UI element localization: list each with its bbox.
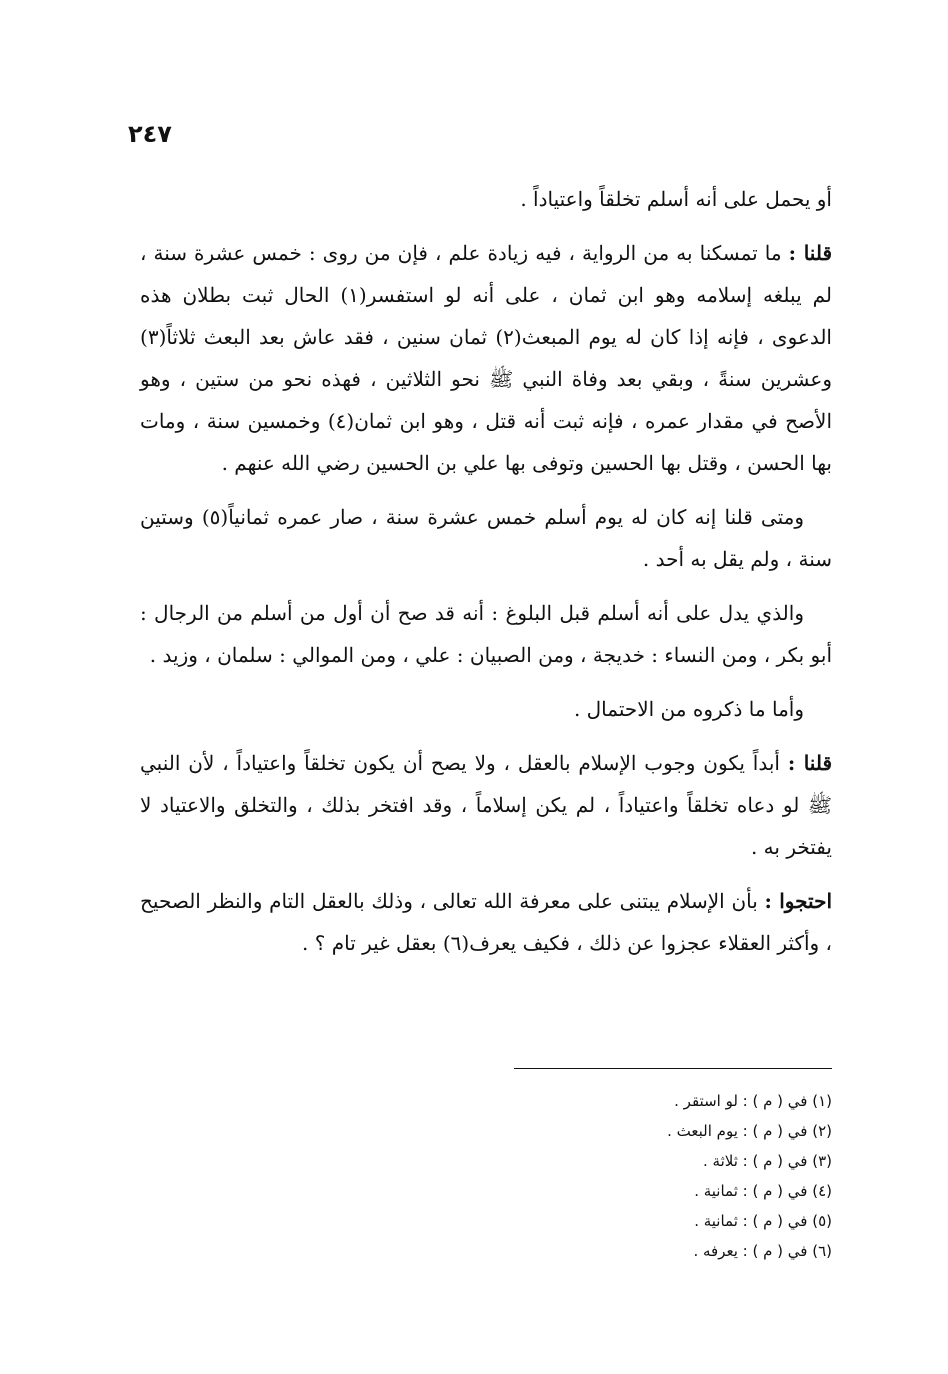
paragraph-7-lead: احتجوا :: [764, 889, 832, 913]
paragraph-4-text: والذي يدل على أنه أسلم قبل البلوغ : أنه قد صح أن أول من أسلم من الرجال : أبو بكر ، ومن النساء : خديجة ، ومن الصبيان : علي ، ومن الموالي : سلمان ، وزيد .: [140, 601, 832, 667]
paragraph-7-text: بأن الإسلام يبتنى على معرفة الله تعالى ، وذلك بالعقل التام والنظر الصحيح ، وأكثر العقلاء عجزوا عن ذلك ، فكيف يعرف(٦) بعقل غير تام ؟ .: [140, 889, 832, 955]
paragraph-7: [140, 880, 832, 964]
footnote-3: (٣) في ( م ) : ثلاثة .: [703, 1152, 832, 1170]
paragraph-5: [140, 688, 832, 730]
page-number: ٢٤٧: [128, 120, 172, 148]
paragraph-2-text: ما تمسكنا به من الرواية ، فيه زيادة علم ، فإن من روى : خمس عشرة سنة ، لم يبلغه إسلامه وهو ابن ثمان ، على أنه لو استفسر(١) الحال ثبت بطلان هذه الدعوى ، فإنه إذا كان له يوم المبعث(٢) ثمان سنين ، فقد عاش بعد البعث ثلاثاً(٣) وعشرين سنةً ، وبقي بعد وفاة النبي ﷺ نحو الثلاثين ، فهذه نحو من ستين ، وهو الأصح في مقدار عمره ، فإنه ثبت أنه قتل ، وهو ابن ثمان(٤) وخمسين سنة ، ومات بها الحسن ، وقتل بها الحسين وتوفى بها علي بن الحسين رضي الله عنهم .: [140, 241, 832, 475]
footnote-4: (٤) في ( م ) : ثمانية .: [694, 1182, 832, 1200]
footnote-2: (٢) في ( م ) : يوم البعث .: [667, 1122, 832, 1140]
paragraph-3: [140, 496, 832, 580]
footnote-5: (٥) في ( م ) : ثمانية .: [694, 1212, 832, 1230]
footnotes: [667, 1086, 832, 1266]
paragraph-4: [140, 592, 832, 676]
paragraph-3-text: ومتى قلنا إنه كان له يوم أسلم خمس عشرة سنة ، صار عمره ثمانياً(٥) وستين سنة ، ولم يقل به أحد .: [140, 505, 832, 571]
paragraph-2: [140, 232, 832, 484]
paragraph-6-lead: قلنا :: [787, 751, 833, 775]
paragraph-2-lead: قلنا :: [788, 241, 832, 265]
footnote-1: (١) في ( م ) : لو استقر .: [674, 1092, 832, 1110]
footnote-separator: [514, 1068, 832, 1069]
paragraph-1: [140, 178, 832, 220]
paragraph-5-text: وأما ما ذكروه من الاحتمال .: [573, 697, 804, 721]
footnote-6: (٦) في ( م ) : يعرفه .: [693, 1242, 832, 1260]
paragraph-1-text: أو يحمل على أنه أسلم تخلقاً واعتياداً .: [520, 187, 832, 211]
paragraph-6-text: أبداً يكون وجوب الإسلام بالعقل ، ولا يصح أن يكون تخلقاً واعتياداً ، لأن النبي ﷺ لو دعاه تخلقاً واعتياداً ، لم يكن إسلاماً ، وقد افتخر بذلك ، والتخلق والاعتياد لا يفتخر به .: [140, 751, 832, 859]
paragraph-6: [140, 742, 832, 868]
body-text: [140, 178, 832, 976]
